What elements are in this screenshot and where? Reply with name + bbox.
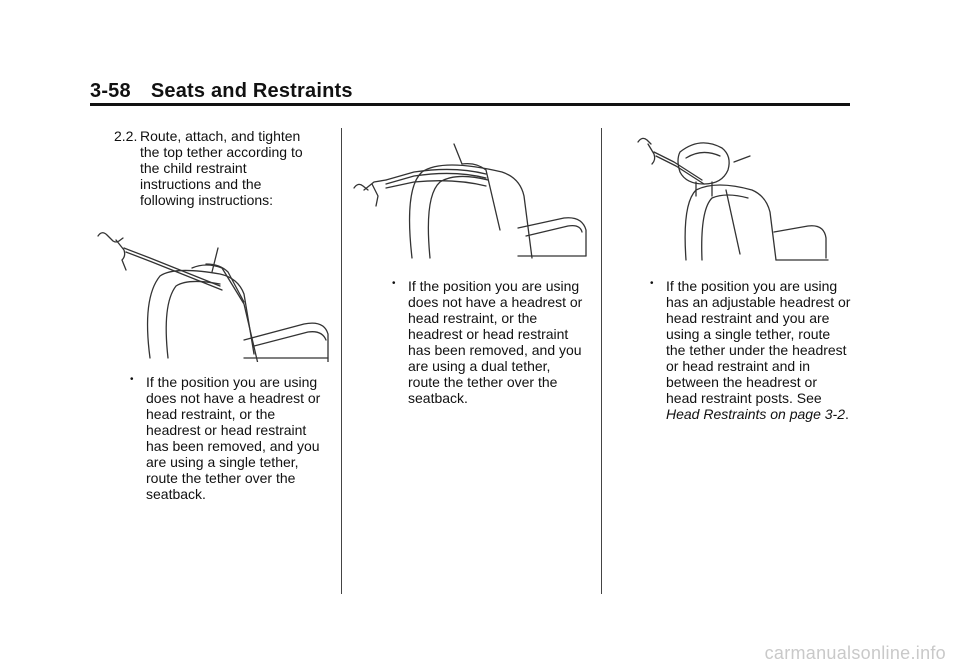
bullet-dot-icon: •: [392, 278, 396, 289]
dual-tether-over-seatback-illustration: [350, 140, 590, 260]
bullet-dot-icon: •: [130, 374, 134, 385]
column-divider-2: [601, 128, 602, 594]
instruction-step: [96, 128, 336, 208]
bullet-item-3: [650, 278, 852, 422]
bullet-item-1: [130, 374, 332, 502]
column-divider-1: [341, 128, 342, 594]
bullet-item-2: [392, 278, 586, 406]
watermark: carmanualsonline.info: [764, 643, 946, 663]
page-number: 3-58: [90, 80, 131, 102]
bullet-text: If the position you are using does not have a headrest or head restraint, or the headrest or head restraint has been removed, and you are using a dual tether, route the tether over the seatback.: [408, 278, 583, 406]
step-text: Route, attach, and tighten the top tether according to the child restraint instructions and the following instructions:: [140, 128, 303, 208]
cross-reference-link[interactable]: Head Restraints on page 3-2: [666, 406, 845, 422]
bullet-text: If the position you are using has an adjustable headrest or head restraint and you are using a single tether, route the tether under the headrest or head restraint and in between the headrest or head restraint posts. See: [666, 278, 851, 406]
bullet-dot-icon: •: [650, 278, 654, 289]
section-title: Seats and Restraints: [150, 80, 353, 102]
single-tether-over-seatback-illustration: [94, 228, 330, 362]
header-rule: [90, 103, 850, 106]
tether-under-headrest-illustration: [630, 132, 832, 262]
bullet-suffix: .: [845, 406, 849, 422]
bullet-text: If the position you are using does not have a headrest or head restraint, or the headrest or head restraint has been removed, and you are using a single tether, route the tether over the seatback.: [146, 374, 321, 502]
step-number: 2.2.: [114, 128, 138, 144]
column-1: [96, 128, 336, 208]
